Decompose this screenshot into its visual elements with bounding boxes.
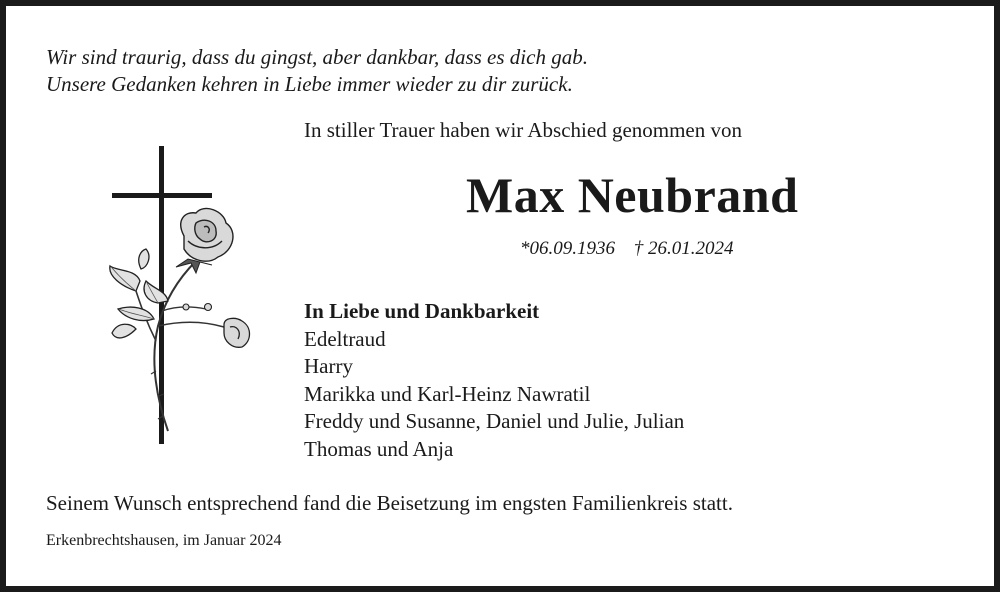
mourner-entry: Freddy und Susanne, Daniel und Julie, Julian (304, 409, 685, 433)
mourner-entry: Marikka und Karl-Heinz Nawratil (304, 381, 591, 406)
birth-date: *06.09.1936 (520, 238, 615, 259)
mourner-entry: Harry (304, 354, 353, 378)
motto-line: Wir sind traurig, dass du gingst, aber dankbar, dass es dich gab. (46, 45, 588, 69)
intro-text: In stiller Trauer haben wir Abschied genommen von (304, 118, 743, 142)
deceased-name: Max Neubrand (466, 167, 799, 223)
mourners-list (304, 298, 684, 463)
place-and-date: Erkenbrechtshausen, im Januar 2024 (46, 532, 282, 549)
motto (46, 44, 588, 98)
burial-statement: Seinem Wunsch entsprechend fand die Beisetzung im engsten Familienkreis statt. (46, 491, 733, 515)
life-dates (520, 238, 748, 260)
cross-with-rose-icon (96, 141, 266, 451)
mourner-entry: Edeltraud (304, 326, 386, 351)
mourners-heading: In Liebe und Dankbarkeit (304, 299, 540, 323)
mourner-entry: Thomas und Anja (304, 436, 454, 461)
death-date: † 26.01.2024 (633, 238, 734, 259)
motto-line: Unsere Gedanken kehren in Liebe immer wieder zu dir zurück. (46, 72, 573, 96)
